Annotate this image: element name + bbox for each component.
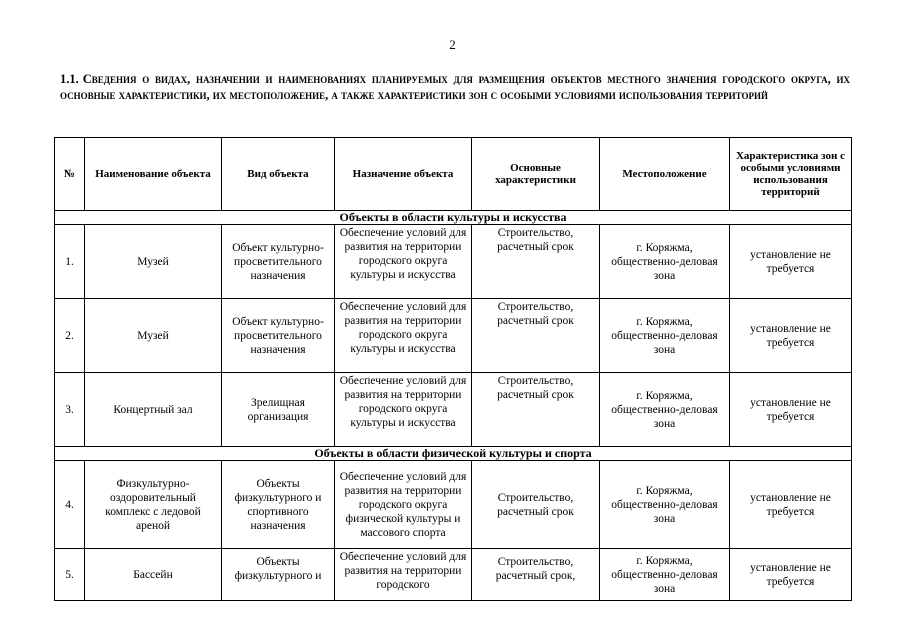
- row-purpose: Обеспечение условий для развития на территории городского: [335, 549, 472, 601]
- row-characteristics: Строительство, расчетный срок: [472, 373, 600, 447]
- row-zone: установление не требуется: [730, 373, 852, 447]
- section-title-culture: Объекты в области культуры и искусства: [55, 211, 852, 225]
- table-row: [55, 225, 852, 299]
- section-heading: [60, 71, 850, 103]
- row-type: Объект культурно-просветительного назначения: [222, 299, 335, 373]
- row-zone: установление не требуется: [730, 225, 852, 299]
- row-type: Объекты физкультурного и спортивного назначения: [222, 461, 335, 549]
- row-purpose: Обеспечение условий для развития на территории городского округа физической культуры и массового спорта: [335, 461, 472, 549]
- header-location: Местоположение: [600, 138, 730, 211]
- row-type: Зрелищная организация: [222, 373, 335, 447]
- row-location: г. Коряжма, общественно-деловая зона: [600, 549, 730, 601]
- section-row-sport: [55, 447, 852, 461]
- row-num: 4.: [55, 461, 85, 549]
- row-characteristics: Строительство, расчетный срок: [472, 225, 600, 299]
- header-purpose: Назначение объекта: [335, 138, 472, 211]
- row-type: Объект культурно-просветительного назначения: [222, 225, 335, 299]
- row-name: Музей: [85, 225, 222, 299]
- page-number: 2: [449, 37, 456, 52]
- row-characteristics: Строительство, расчетный срок: [472, 461, 600, 549]
- row-purpose: Обеспечение условий для развития на территории городского округа культуры и искусства: [335, 373, 472, 447]
- row-location: г. Коряжма, общественно-деловая зона: [600, 461, 730, 549]
- row-location: г. Коряжма, общественно-деловая зона: [600, 373, 730, 447]
- table-row: [55, 299, 852, 373]
- table-row: [55, 549, 852, 601]
- header-characteristics: Основные характеристики: [472, 138, 600, 211]
- section-number: 1.1.: [60, 72, 79, 86]
- header-num: №: [55, 138, 85, 211]
- section-row-culture: [55, 211, 852, 225]
- row-zone: установление не требуется: [730, 461, 852, 549]
- row-name: Бассейн: [85, 549, 222, 601]
- header-zone: Характеристика зон с особыми условиями использования территорий: [730, 138, 852, 211]
- row-num: 1.: [55, 225, 85, 299]
- section-title: Сведения о видах, назначении и наименованиях планируемых для размещения объектов местного значения городского округа, их основные характеристики, их местоположение, а также характеристики зон с особыми условиями использования территорий: [60, 72, 850, 102]
- row-num: 3.: [55, 373, 85, 447]
- table-header-row: [55, 138, 852, 211]
- objects-table: [54, 137, 852, 601]
- row-characteristics: Строительство, расчетный срок: [472, 299, 600, 373]
- row-num: 5.: [55, 549, 85, 601]
- row-location: г. Коряжма, общественно-деловая зона: [600, 225, 730, 299]
- row-location: г. Коряжма, общественно-деловая зона: [600, 299, 730, 373]
- header-type: Вид объекта: [222, 138, 335, 211]
- row-zone: установление не требуется: [730, 549, 852, 601]
- row-purpose: Обеспечение условий для развития на территории городского округа культуры и искусства: [335, 299, 472, 373]
- header-name: Наименование объекта: [85, 138, 222, 211]
- table-row: [55, 461, 852, 549]
- row-num: 2.: [55, 299, 85, 373]
- table-row: [55, 373, 852, 447]
- row-purpose: Обеспечение условий для развития на территории городского округа культуры и искусства: [335, 225, 472, 299]
- row-name: Физкультурно-оздоровительный комплекс с ледовой ареной: [85, 461, 222, 549]
- row-name: Концертный зал: [85, 373, 222, 447]
- row-characteristics: Строительство, расчетный срок,: [472, 549, 600, 601]
- section-title-sport: Объекты в области физической культуры и спорта: [55, 447, 852, 461]
- row-zone: установление не требуется: [730, 299, 852, 373]
- row-type: Объекты физкультурного и: [222, 549, 335, 601]
- row-name: Музей: [85, 299, 222, 373]
